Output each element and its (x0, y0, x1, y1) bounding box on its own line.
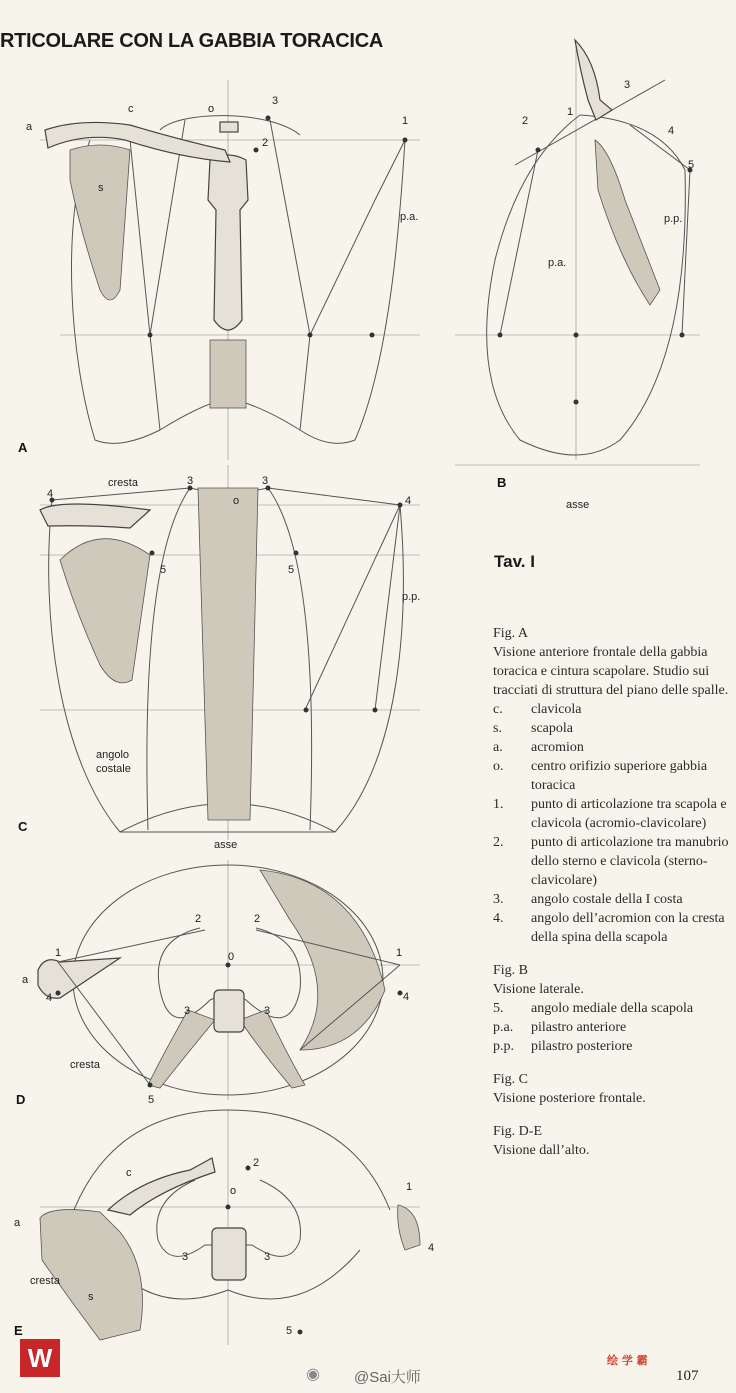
fig-d-label-2a: 2 (195, 913, 202, 925)
fig-a-label-s: s (98, 182, 104, 194)
legend-item: 4. angolo dell’acromion con la cresta della spina della scapola (493, 911, 725, 945)
fig-a-label-1: 1 (402, 115, 409, 127)
fig-b-label-5: 5 (688, 159, 695, 171)
fig-e-label-3a: 3 (182, 1251, 189, 1263)
fig-c-label-3a: 3 (187, 475, 194, 487)
fig-c-label-pp: p.p. (402, 591, 421, 603)
fig-d-label-4b: 4 (403, 991, 410, 1003)
figure-b (455, 40, 700, 511)
fig-a-label-3: 3 (272, 95, 279, 107)
fig-d-label-cresta: cresta (70, 1059, 100, 1071)
site-logo: W (20, 1339, 60, 1377)
fig-a-label-2: 2 (262, 137, 269, 149)
watermark: @Sai大师 (354, 1369, 421, 1386)
fig-c-label-4b: 4 (405, 495, 412, 507)
legend-fig-b-title: Fig. B (493, 963, 529, 978)
fig-c-letter: C (18, 819, 28, 834)
fig-b-label-2: 2 (522, 115, 529, 127)
weibo-icon: ◉ (306, 1364, 320, 1383)
fig-a-letter: A (18, 440, 28, 455)
fig-e-label-2: 2 (253, 1157, 260, 1169)
fig-d-label-3b: 3 (264, 1005, 271, 1017)
fig-d-label-5: 5 (148, 1094, 155, 1106)
legend-item: a. acromion (493, 740, 584, 755)
fig-e-label-cresta: cresta (30, 1275, 60, 1287)
legend-item: p.a. pilastro anteriore (493, 1020, 627, 1035)
fig-b-label-1: 1 (567, 106, 574, 118)
fig-e-label-1: 1 (406, 1181, 413, 1193)
brand-mark: 绘 学 霸 (607, 1354, 648, 1367)
fig-b-axis: asse (566, 499, 590, 511)
fig-d-label-0: 0 (228, 951, 235, 963)
fig-b-label-3: 3 (624, 79, 631, 91)
figure-e (14, 1110, 434, 1345)
page-header-title: RTICOLARE CON LA GABBIA TORACICA (0, 30, 383, 52)
fig-d-label-2b: 2 (254, 913, 261, 925)
figure-d (16, 860, 420, 1107)
fig-e-label-4: 4 (428, 1242, 435, 1254)
legend-fig-c-title: Fig. C (493, 1072, 529, 1087)
legend-fig-a-description: Visione anteriore frontale della gabbia toracica e cintura scapolare. Studio sui tracciati di struttura del piano delle spalle. (493, 645, 729, 698)
legend-item: p.p. pilastro posteriore (493, 1039, 633, 1054)
fig-b-label-pp: p.p. (664, 213, 683, 225)
fig-c-label-o: o (233, 495, 240, 507)
figure-c (18, 465, 420, 851)
fig-b-label-4: 4 (668, 125, 675, 137)
fig-e-label-3b: 3 (264, 1251, 271, 1263)
fig-d-letter: D (16, 1092, 26, 1107)
fig-c-label-cresta: cresta (108, 477, 138, 489)
fig-e-label-a: a (14, 1217, 21, 1229)
legend-item: s. scapola (493, 721, 573, 736)
page-number: 107 (676, 1368, 699, 1384)
fig-a-label-pa: p.a. (400, 211, 419, 223)
legend-item: 3. angolo costale della I costa (493, 892, 683, 907)
fig-a-label-a: a (26, 121, 33, 133)
fig-e-label-s: s (88, 1291, 94, 1303)
legend (493, 624, 729, 1160)
fig-d-label-1b: 1 (396, 947, 403, 959)
fig-c-label-5b: 5 (288, 564, 295, 576)
legend-fig-a-title: Fig. A (493, 626, 529, 641)
legend-item: o. centro orifizio superiore gabbia toracica (493, 759, 708, 793)
fig-d-label-3a: 3 (184, 1005, 191, 1017)
fig-c-label-angolo: angolo (96, 749, 130, 761)
fig-c-axis: asse (214, 839, 238, 851)
legend-fig-de-description: Visione dall’alto. (493, 1143, 590, 1158)
fig-e-label-c: c (126, 1167, 132, 1179)
legend-fig-de-title: Fig. D-E (493, 1124, 542, 1139)
plate-title: Tav. I (494, 552, 535, 571)
fig-e-label-5: 5 (286, 1325, 293, 1337)
fig-b-letter: B (497, 475, 507, 490)
figure-a (18, 80, 420, 460)
fig-d-label-1a: 1 (55, 947, 62, 959)
legend-fig-b-description: Visione laterale. (493, 982, 584, 997)
fig-b-label-pa: p.a. (548, 257, 567, 269)
fig-d-label-a: a (22, 974, 29, 986)
fig-e-letter: E (14, 1323, 23, 1338)
fig-c-label-3b: 3 (262, 475, 269, 487)
legend-item: 1. punto di articolazione tra scapola e clavicola (acromio-clavicolare) (493, 797, 727, 831)
fig-c-label-costale: costale (96, 763, 131, 775)
legend-item: 2. punto di articolazione tra manubrio dello sterno e clavicola (sterno-clavicolare) (493, 835, 729, 888)
legend-fig-c-description: Visione posteriore frontale. (493, 1091, 646, 1106)
fig-d-label-4a: 4 (46, 992, 53, 1004)
fig-e-label-o: o (230, 1185, 237, 1197)
fig-a-label-c: c (128, 103, 134, 115)
fig-c-label-5a: 5 (160, 564, 167, 576)
fig-c-label-4a: 4 (47, 488, 54, 500)
fig-a-label-o: o (208, 103, 215, 115)
legend-item: c. clavicola (493, 702, 582, 717)
legend-item: 5. angolo mediale della scapola (493, 1001, 694, 1016)
